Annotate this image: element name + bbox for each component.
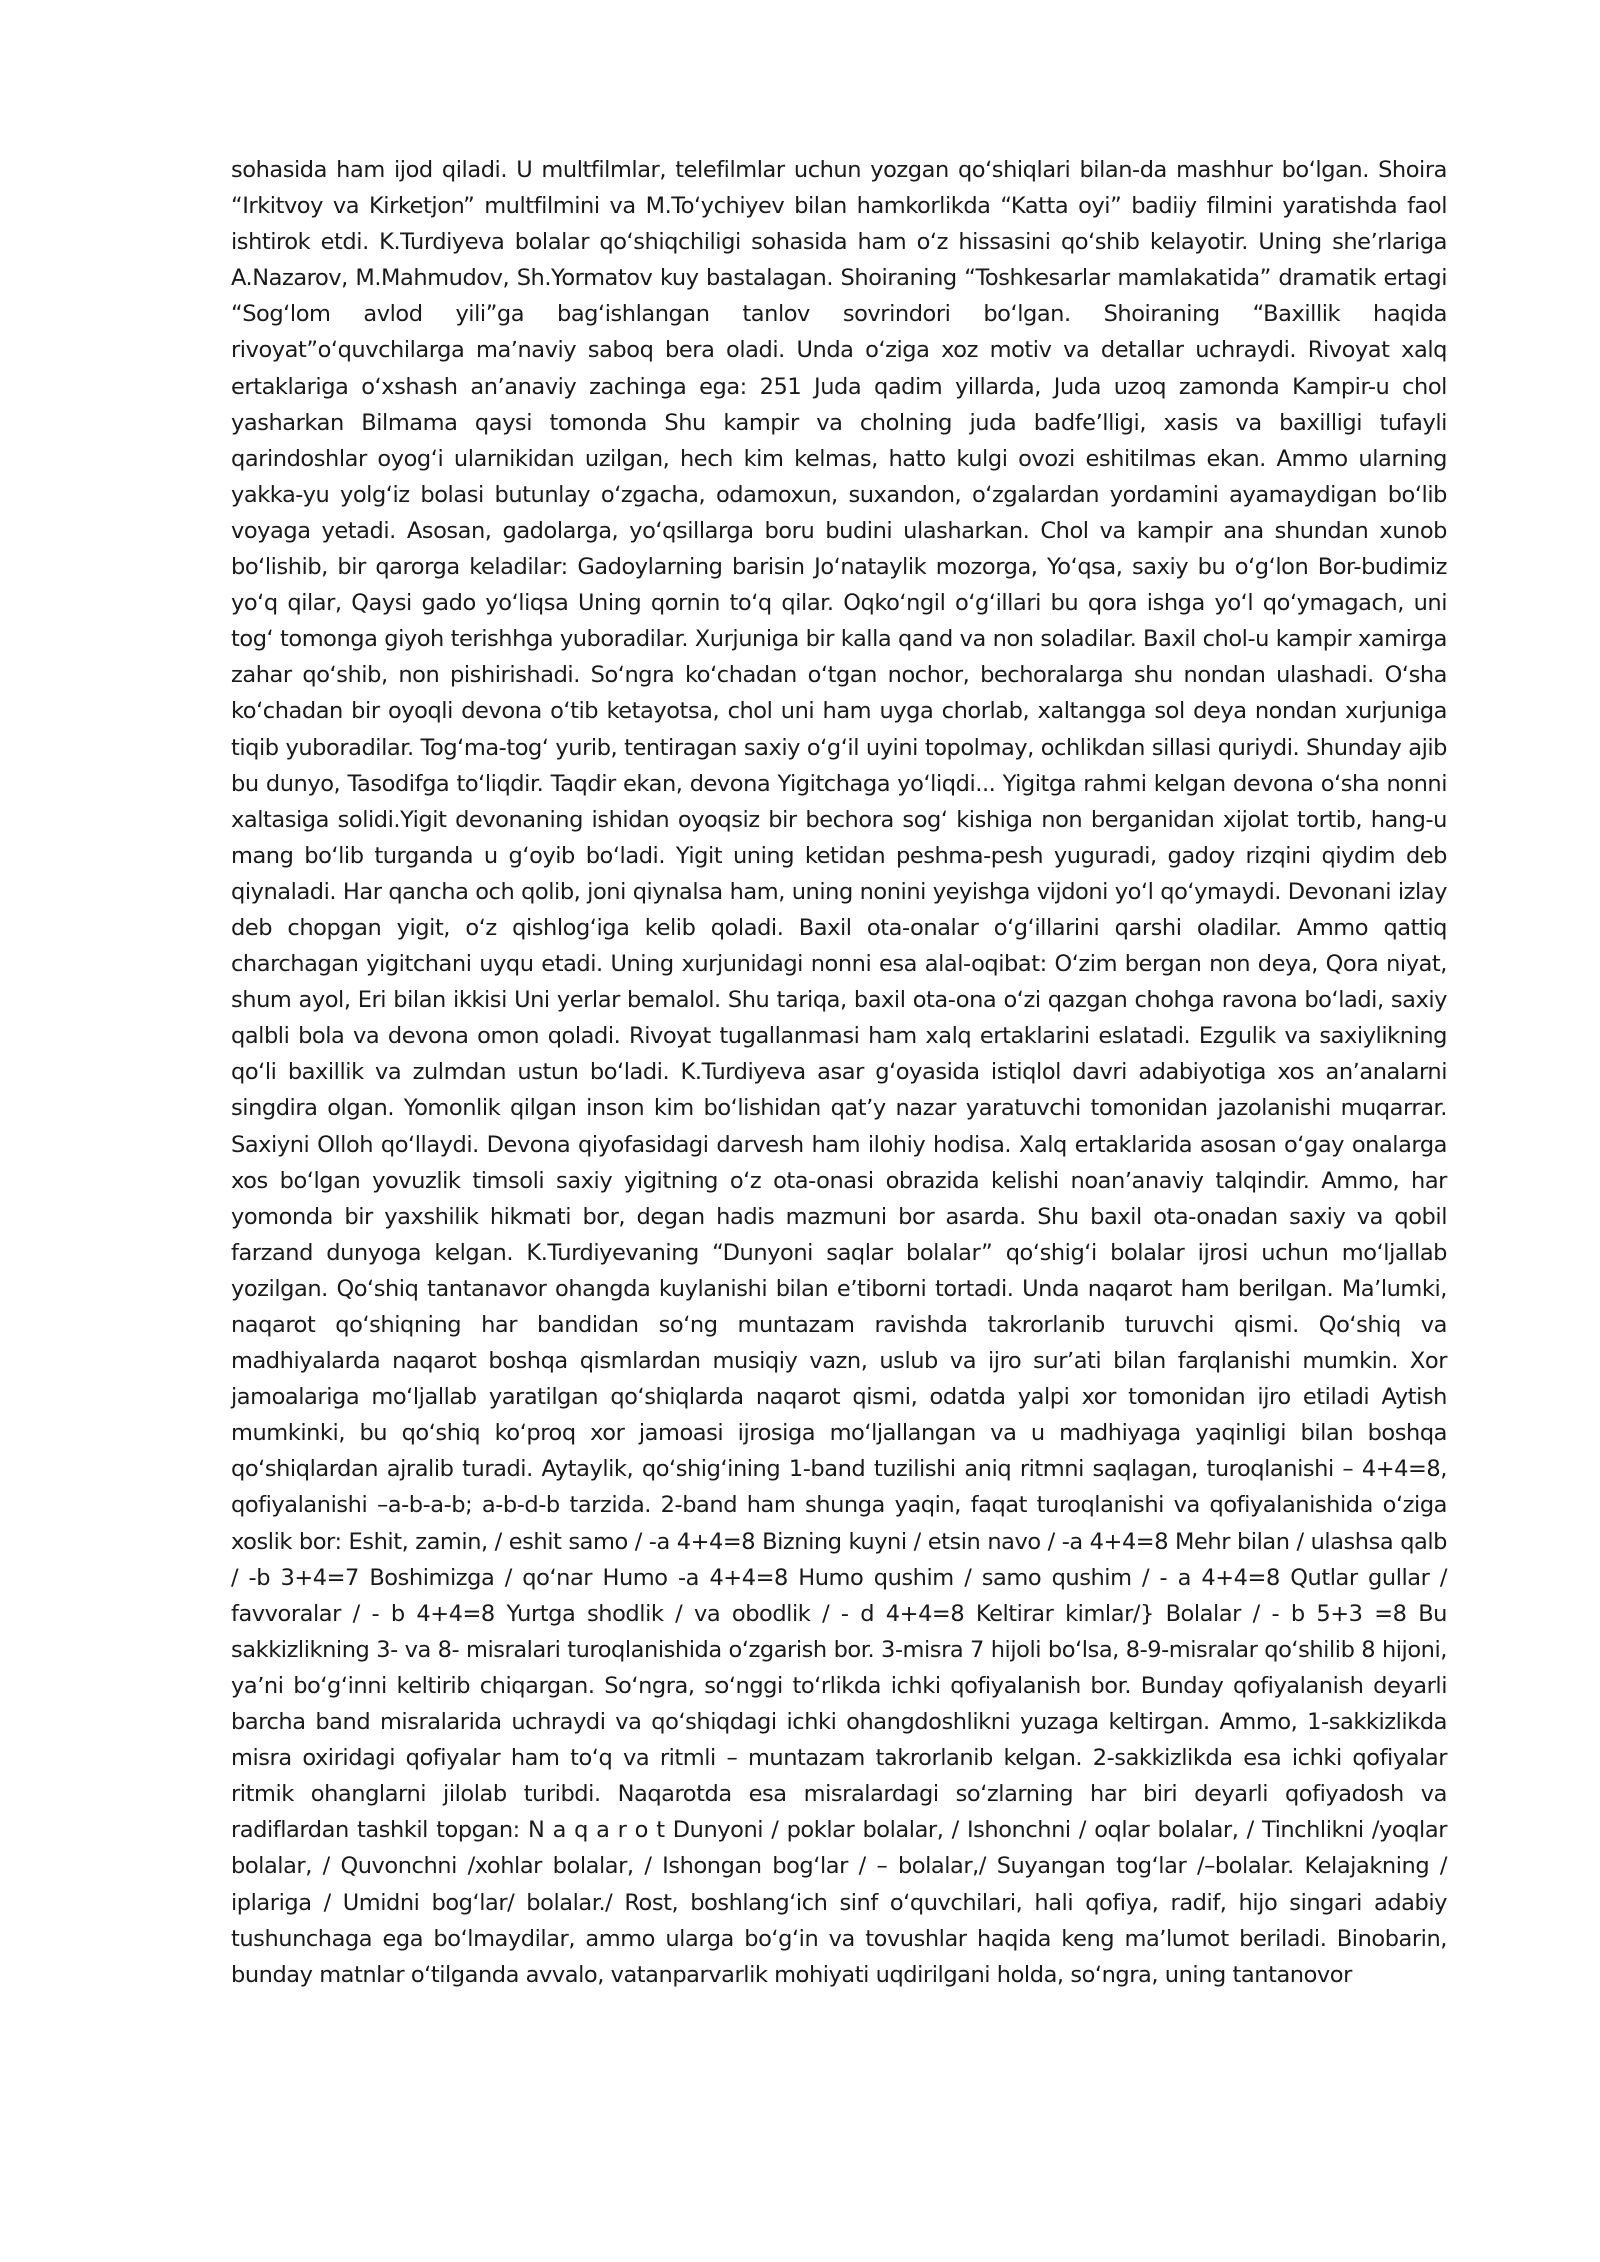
body-paragraph: sohasida ham ijod qiladi. U multfilmlar, telefilmlar uchun yozgan qoʻshiqlari bilan-da mashhur boʻlgan. Shoira “Irkitvoy va Kirketjon” multfilmini va M.Toʻychiyev bilan hamkorlikda “Katta oyi” badiiy filmini yaratishda faol ishtirok etdi. K.Turdiyeva bolalar qoʻshiqchiligi sohasida ham oʻz hissasini qoʻshib kelayotir. Uning sheʼrlariga A.Nazarov, M.Mahmudov, Sh.Yormatov kuy bastalagan. Shoiraning “Toshkesarlar mamlakatida” dramatik ertagi “Sogʻlom avlod yili”ga bagʻishlangan tanlov sovrindori boʻlgan. Shoiraning “Baxillik haqida rivoyat”oʻquvchilarga maʼnaviy saboq bera oladi. Unda oʻziga xoz motiv va detallar uchraydi. Rivoyat xalq ertaklariga oʻxshash anʼanaviy zachinga ega: 251 Juda qadim yillarda, Juda uzoq zamonda Kampir-u chol yasharkan Bilmama qaysi tomonda Shu kampir va cholning juda badfeʼlligi, xasis va baxilligi tufayli qarindoshlar oyogʻi ularnikidan uzilgan, hech kim kelmas, hatto kulgi ovozi eshitilmas ekan. Ammo ularning yakka-yu yolgʻiz bolasi butunlay oʻzgacha, odamoxun, suxandon, oʻzgalardan yordamini ayamaydigan boʻlib voyaga yetadi. Asosan, gadolarga, yoʻqsillarga boru budini ulasharkan. Chol va kampir ana shundan xunob boʻlishib, bir qarorga keladilar: Gadoylarning barisin Joʻnataylik mozorga, Yoʻqsa, saxiy bu oʻgʻlon Bor-budimiz yoʻq qilar, Qaysi gado yoʻliqsa Uning qornin toʻq qilar. Oqkoʻngil oʻgʻillari bu qora ishga yoʻl qoʻymagach, uni togʻ tomonga giyoh terishhga yuboradilar. Xurjuniga bir kalla qand va non soladilar. Baxil chol-u kampir xamirga zahar qoʻshib, non pishirishadi. Soʻngra koʻchadan oʻtgan nochor, bechoralarga shu nondan ulashadi. Oʻsha koʻchadan bir oyoqli devona oʻtib ketayotsa, chol uni ham uyga chorlab, xaltangga sol deya nondan xurjuniga tiqib yuboradilar. Togʻma-togʻ yurib, tentiragan saxiy oʻgʻil uyini topolmay, ochlikdan sillasi quriydi. Shunday ajib bu dunyo, Tasodifga toʻliqdir. Taqdir ekan, devona Yigitchaga yoʻliqdi... Yigitga rahmi kelgan devona oʻsha nonni xaltasiga solidi.Yigit devonaning ishidan oyoqsiz bir bechora sogʻ kishiga non berganidan xijolat tortib, hang-u mang boʻlib turganda u gʻoyib boʻladi. Yigit uning ketidan peshma-pesh yuguradi, gadoy rizqini qiydim deb qiynaladi. Har qancha och qolib, joni qiynalsa ham, uning nonini yeyishga vijdoni yoʻl qoʻymaydi. Devonani izlay deb chopgan yigit, oʻz qishlogʻiga kelib qoladi. Baxil ota-onalar oʻgʻillarini qarshi oladilar. Ammo qattiq charchagan yigitchani uyqu etadi. Uning xurjunidagi nonni esa alal-oqibat: Oʻzim bergan non deya, Qora niyat, shum ayol, Eri bilan ikkisi Uni yerlar bemalol. Shu tariqa, baxil ota-ona oʻzi qazgan chohga ravona boʻladi, saxiy qalbli bola va devona omon qoladi. Rivoyat tugallanmasi ham xalq ertaklarini eslatadi. Ezgulik va saxiylikning qoʻli baxillik va zulmdan ustun boʻladi. K.Turdiyeva asar gʻoyasida istiqlol davri adabiyotiga xos anʼanalarni singdira olgan. Yomonlik qilgan inson kim boʻlishidan qatʼy nazar yaratuvchi tomonidan jazolanishi muqarrar. Saxiyni Olloh qoʻllaydi. Devona qiyofasidagi darvesh ham ilohiy hodisa. Xalq ertaklarida asosan oʻgay onalarga xos boʻlgan yovuzlik timsoli saxiy yigitning oʻz ota-onasi obrazida kelishi noanʼanaviy talqindir. Ammo, har yomonda bir yaxshilik hikmati bor, degan hadis mazmuni bor asarda. Shu baxil ota-onadan saxiy va qobil farzand dunyoga kelgan. K.Turdiyevaning “Dunyoni saqlar bolalar” qoʻshigʻi bolalar ijrosi uchun moʻljallab yozilgan. Qoʻshiq tantanavor ohangda kuylanishi bilan eʼtiborni tortadi. Unda naqarot ham berilgan. Maʼlumki, naqarot qoʻshiqning har bandidan soʻng muntazam ravishda takrorlanib turuvchi qismi. Qoʻshiq va madhiyalarda naqarot boshqa qismlardan musiqiy vazn, uslub va ijro surʼati bilan farqlanishi mumkin. Xor jamoalariga moʻljallab yaratilgan qoʻshiqlarda naqarot qismi, odatda yalpi xor tomonidan ijro etiladi Aytish mumkinki, bu qoʻshiq koʻproq xor jamoasi ijrosiga moʻljallangan va u madhiyaga yaqinligi bilan boshqa qoʻshiqlardan ajralib turadi. Aytaylik, qoʻshigʻining 1-band tuzilishi aniq ritmni saqlagan, turoqlanishi – 4+4=8, qofiyalanishi –a-b-a-b; a-b-d-b tarzida. 2-band ham shunga yaqin, faqat turoqlanishi va qofiyalanishida oʻziga xoslik bor: Eshit, zamin, / eshit samo / -a 4+4=8 Bizning kuyni / etsin navo / -a 4+4=8 Mehr bilan / ulashsa qalb / -b 3+4=7 Boshimizga / qoʻnar Humo -a 4+4=8 Humo qushim / samo qushim / - a 4+4=8 Qutlar gullar / favvoralar / - b 4+4=8 Yurtga shodlik / va obodlik / - d 4+4=8 Keltirar kimlar/} Bolalar / - b 5+3 =8 Bu sakkizlikning 3- va 8- misralari turoqlanishida oʻzgarish bor. 3-misra 7 hijoli boʻlsa, 8-9-misralar qoʻshilib 8 hijoni, yaʼni boʻgʻinni keltirib chiqargan. Soʻngra, soʻnggi toʻrlikda ichki qofiyalanish bor. Bunday qofiyalanish deyarli barcha band misralarida uchraydi va qoʻshiqdagi ichki ohangdoshlikni yuzaga keltirgan. Ammo, 1-sakkizlikda misra oxiridagi qofiyalar ham toʻq va ritmli – muntazam takrorlanib kelgan. 2-sakkizlikda esa ichki qofiyalar ritmik ohanglarni jilolab turibdi. Naqarotda esa misralardagi soʻzlarning har biri deyarli qofiyadosh va radiflardan tashkil topgan: N a q a r o t Dunyoni / poklar bolalar, / Ishonchni / oqlar bolalar, / Tinchlikni /yoqlar bolalar, / Quvonchni /xohlar bolalar, / Ishongan bogʻlar / – bolalar,/ Suyangan togʻlar /–bolalar. Kelajakning / iplariga / Umidni bogʻlar/ bolalar./ Rost, boshlangʻich sinf oʻquvchilari, hali qofiya, radif, hijo singari adabiy tushunchaga ega boʻlmaydilar, ammo ularga boʻgʻin va tovushlar haqida keng maʼlumot beriladi. Binobarin, bunday matnlar oʻtilganda avvalo, vatanparvarlik mohiyati uqdirilgani holda, soʻngra, uning tantanovor (231, 157, 1447, 1988)
